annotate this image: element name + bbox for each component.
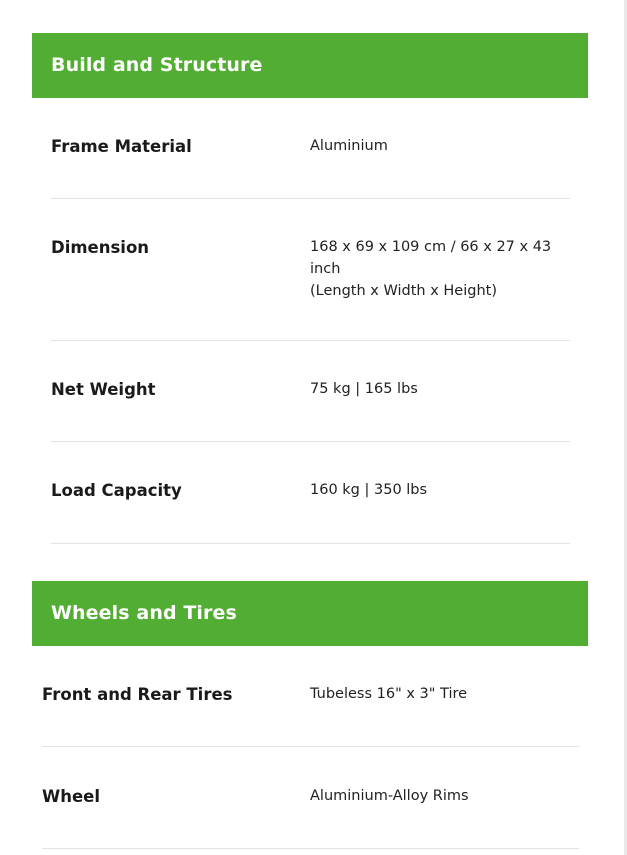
spec-label: Frame Material [51,137,192,156]
spec-value [310,683,565,705]
spec-value-line: 168 x 69 x 109 cm / 66 x 27 x 43 [310,239,552,255]
spec-value-line: 75 kg | 165 lbs [310,381,418,397]
row-divider [42,746,579,747]
spec-label: Load Capacity [51,481,182,500]
row-divider [51,543,570,544]
spec-value-line: inch [310,261,341,277]
spec-value-line: Tubeless 16" x 3" Tire [310,686,468,702]
row-divider [51,340,570,341]
spec-value [310,785,565,807]
spec-value [310,236,565,302]
spec-value-line: (Length x Width x Height) [310,283,497,299]
row-divider [51,441,570,442]
spec-value [310,378,565,400]
section-header-wheels-and-tires: Wheels and Tires [32,581,588,646]
spec-value [310,479,565,501]
spec-label: Wheel [42,787,100,806]
spec-value-line: Aluminium-Alloy Rims [310,788,469,804]
spec-label: Dimension [51,238,150,257]
section-header-build-and-structure: Build and Structure [32,33,588,98]
spec-value-line: Aluminium [310,138,388,154]
row-divider [51,198,570,199]
spec-label: Net Weight [51,380,156,399]
spec-value [310,135,565,157]
row-divider [42,848,579,849]
spec-value-line: 160 kg | 350 lbs [310,482,428,498]
spec-label: Front and Rear Tires [42,685,233,704]
